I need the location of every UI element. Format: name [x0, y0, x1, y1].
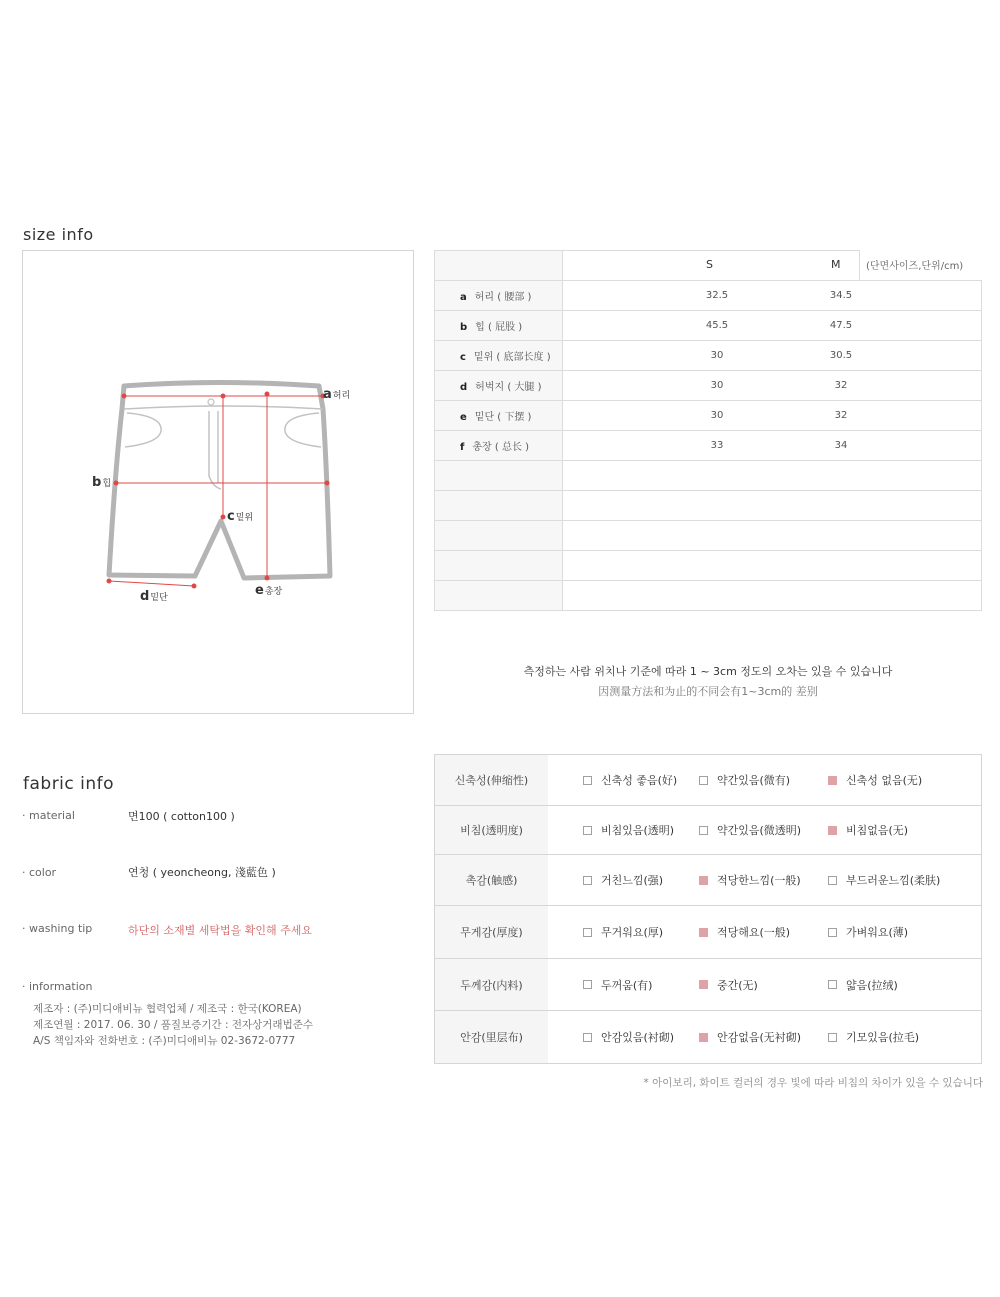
unchecked-box-icon	[828, 980, 837, 989]
size-row-name: 힙 ( 屁股 )	[475, 322, 523, 333]
unchecked-box-icon	[699, 826, 708, 835]
size-value-s	[563, 521, 730, 551]
information-label: · information	[22, 980, 93, 993]
fabric-option-label: 두꺼움(有)	[601, 978, 653, 992]
fabric-option-label: 기모있음(拉毛)	[846, 1031, 920, 1044]
fabric-row-head: 촉감(触感)	[435, 855, 548, 905]
diagram-label-c: c밑위	[227, 509, 254, 524]
fabric-row-head: 비침(透明度)	[435, 806, 548, 854]
material-value: 면100 ( cotton100 )	[128, 810, 235, 823]
size-value-m	[729, 401, 859, 431]
fabric-option	[828, 1011, 919, 1063]
size-spacer-cell	[859, 341, 982, 371]
unchecked-box-icon	[699, 776, 708, 785]
size-table-row	[435, 401, 982, 431]
diagram-label-a: a허리	[323, 387, 351, 402]
fabric-option-label: 무거워요(厚)	[601, 926, 664, 939]
fabric-option	[583, 906, 663, 958]
fabric-row	[435, 806, 981, 855]
size-value-m	[729, 581, 859, 611]
size-value-s	[563, 461, 730, 491]
measurement-note-cn: 因测量方法和为止的不同会有1~3cm的 差别	[598, 685, 818, 698]
washing-tip-value: 하단의 소재별 세탁법을 확인해 주세요	[128, 924, 313, 937]
size-m-text: 47.5	[829, 320, 853, 331]
unchecked-box-icon	[828, 928, 837, 937]
shorts-illustration	[23, 251, 415, 715]
size-row-letter: f	[460, 442, 465, 453]
color-label: · color	[22, 866, 57, 879]
fabric-footnote: * 아이보리, 화이트 컬러의 경우 빛에 따라 비침의 차이가 있을 수 있습니다	[643, 1077, 983, 1089]
size-spacer-cell	[859, 521, 982, 551]
unchecked-box-icon	[583, 928, 592, 937]
size-spacer-cell	[859, 311, 982, 341]
size-row-label	[435, 431, 563, 461]
size-value-m	[729, 311, 859, 341]
size-row-label	[435, 281, 563, 311]
fabric-option-label: 안감있음(衬砌)	[601, 1031, 675, 1044]
size-row-name: 밑단 ( 下摆 )	[474, 412, 532, 423]
size-row-letter: d	[460, 382, 468, 393]
size-row-label	[435, 581, 563, 611]
size-table-row	[435, 281, 982, 311]
size-row-letter: e	[460, 412, 467, 423]
size-value-s	[563, 491, 730, 521]
fabric-row	[435, 855, 981, 906]
fabric-option	[583, 755, 677, 805]
fabric-option	[828, 755, 922, 805]
size-value-m	[729, 491, 859, 521]
size-m-text: 34	[834, 440, 848, 451]
size-row-label	[435, 401, 563, 431]
size-value-s	[563, 551, 730, 581]
size-table-row	[435, 341, 982, 371]
size-row-name: 허벅지 ( 大腿 )	[475, 382, 542, 393]
fabric-row	[435, 755, 981, 806]
fabric-row-head: 무게감(厚度)	[435, 906, 548, 958]
size-value-m	[729, 521, 859, 551]
fabric-option	[828, 959, 898, 1010]
fabric-option	[699, 855, 801, 905]
fabric-option	[583, 806, 674, 854]
fabric-option-label: 적당해요(一般)	[717, 926, 791, 939]
fabric-option-label: 비침없음(无)	[846, 824, 909, 837]
size-value-m	[729, 551, 859, 581]
size-row-label	[435, 311, 563, 341]
size-value-m	[729, 341, 859, 371]
fabric-row	[435, 959, 981, 1011]
size-m-text: 32	[834, 380, 848, 391]
fabric-option-label: 거친느낌(强)	[601, 874, 664, 887]
size-m-text: 32	[834, 410, 848, 421]
size-table	[434, 250, 982, 611]
unchecked-box-icon	[828, 876, 837, 885]
size-row-label	[435, 341, 563, 371]
checked-box-icon	[699, 876, 708, 885]
size-value-s	[563, 431, 730, 461]
size-table-row	[435, 371, 982, 401]
size-row-label	[435, 371, 563, 401]
fabric-option-label: 부드러운느낌(柔肤)	[846, 874, 941, 887]
size-value-s	[563, 581, 730, 611]
fabric-option	[828, 806, 908, 854]
size-s-text: 32.5	[705, 290, 729, 301]
fabric-option-label: 가벼워요(薄)	[846, 926, 909, 939]
fabric-option-label: 중간(无)	[717, 978, 758, 992]
fabric-option	[699, 906, 790, 958]
size-value-s	[563, 311, 730, 341]
fabric-option	[699, 806, 801, 854]
unchecked-box-icon	[583, 876, 592, 885]
fabric-option	[828, 855, 940, 905]
fabric-option	[699, 959, 758, 1010]
size-value-s	[563, 341, 730, 371]
washing-tip-label: · washing tip	[22, 922, 93, 935]
size-spacer-cell	[859, 401, 982, 431]
color-value: 연청 ( yeoncheong, 淺藍色 )	[128, 866, 276, 879]
size-row-name: 총장 ( 总长 )	[472, 442, 530, 453]
size-header-m: M	[831, 258, 841, 271]
size-unit-note: (단면사이즈,단위/cm)	[866, 261, 964, 272]
unchecked-box-icon	[828, 1033, 837, 1042]
fabric-row	[435, 906, 981, 959]
size-spacer-cell	[859, 491, 982, 521]
size-value-m	[729, 461, 859, 491]
size-value-m	[729, 371, 859, 401]
material-label: · material	[22, 809, 75, 822]
size-header-s: S	[706, 258, 713, 271]
size-s-text: 45.5	[705, 320, 729, 331]
size-row-label	[435, 461, 563, 491]
size-s-text: 30	[710, 410, 724, 421]
fabric-option	[699, 1011, 801, 1063]
unchecked-box-icon	[583, 776, 592, 785]
size-s-text: 30	[710, 350, 724, 361]
size-m-text: 34.5	[829, 290, 853, 301]
fabric-row-head: 두께감(内料)	[435, 959, 548, 1010]
size-row-name: 허리 ( 腰部 )	[474, 292, 532, 303]
size-table-row	[435, 521, 982, 551]
size-table-row	[435, 311, 982, 341]
shorts-diagram	[22, 250, 414, 714]
fabric-info-title: fabric info	[23, 774, 115, 794]
size-spacer-cell	[859, 431, 982, 461]
checked-box-icon	[699, 928, 708, 937]
checked-box-icon	[699, 1033, 708, 1042]
fabric-option	[583, 959, 652, 1010]
fabric-option	[699, 755, 790, 805]
info-line: 제조연월 : 2017. 06. 30 / 품질보증기간 : 전자상거래법준수	[33, 1019, 314, 1031]
size-row-label	[435, 521, 563, 551]
fabric-option	[583, 855, 663, 905]
size-spacer-cell	[859, 281, 982, 311]
diagram-label-e: e총장	[255, 583, 283, 598]
fabric-option-label: 적당한느낌(一般)	[717, 874, 801, 887]
size-spacer-cell	[859, 461, 982, 491]
fabric-properties-table	[434, 754, 982, 1064]
unchecked-box-icon	[583, 826, 592, 835]
size-row-letter: a	[460, 292, 467, 303]
checked-box-icon	[699, 980, 708, 989]
fabric-option-label: 신축성 없음(无)	[846, 774, 923, 787]
size-value-s	[563, 281, 730, 311]
fabric-option-label: 약간있음(微有)	[717, 774, 791, 787]
checked-box-icon	[828, 826, 837, 835]
checked-box-icon	[828, 776, 837, 785]
size-value-m	[729, 281, 859, 311]
size-table-row	[435, 431, 982, 461]
size-m-text: 30.5	[829, 350, 853, 361]
size-spacer-cell	[859, 581, 982, 611]
size-spacer-cell	[859, 551, 982, 581]
size-row-label	[435, 551, 563, 581]
size-row-letter: c	[460, 352, 466, 363]
size-s-text: 30	[710, 380, 724, 391]
size-s-text: 33	[710, 440, 724, 451]
size-table-row	[435, 491, 982, 521]
size-value-m	[729, 431, 859, 461]
fabric-row-head: 안감(里层布)	[435, 1011, 548, 1063]
fabric-row	[435, 1011, 981, 1063]
fabric-row-head: 신축성(伸缩性)	[435, 755, 548, 805]
size-row-letter: b	[460, 322, 468, 333]
info-line: A/S 책임자와 전화번호 : (주)미디애비뉴 02-3672-0777	[33, 1035, 296, 1047]
size-value-s	[563, 371, 730, 401]
size-table-row	[435, 461, 982, 491]
diagram-label-b: b힙	[92, 475, 112, 490]
size-table-row	[435, 581, 982, 611]
size-info-title: size info	[23, 225, 94, 244]
size-table-row	[435, 551, 982, 581]
fabric-option-label: 안감없음(无衬砌)	[717, 1031, 802, 1044]
fabric-option	[583, 1011, 674, 1063]
size-value-s	[563, 401, 730, 431]
fabric-option-label: 얇음(拉绒)	[846, 978, 898, 992]
size-spacer-cell	[859, 371, 982, 401]
unchecked-box-icon	[583, 1033, 592, 1042]
diagram-label-d: d밑단	[140, 589, 168, 604]
unchecked-box-icon	[583, 980, 592, 989]
info-line: 제조자 : (주)미디애비뉴 협력업체 / 제조국 : 한국(KOREA)	[33, 1003, 302, 1015]
measurement-note-ko: 측정하는 사람 위치나 기준에 따라 1 ~ 3cm 정도의 오차는 있을 수 있습니다	[523, 665, 893, 678]
size-row-label	[435, 491, 563, 521]
fabric-option-label: 신축성 좋음(好)	[601, 774, 678, 787]
size-row-name: 밑위 ( 底部长度 )	[473, 352, 551, 363]
fabric-option	[828, 906, 908, 958]
fabric-option-label: 비침있음(透明)	[601, 824, 675, 837]
fabric-option-label: 약간있음(微透明)	[717, 824, 802, 837]
